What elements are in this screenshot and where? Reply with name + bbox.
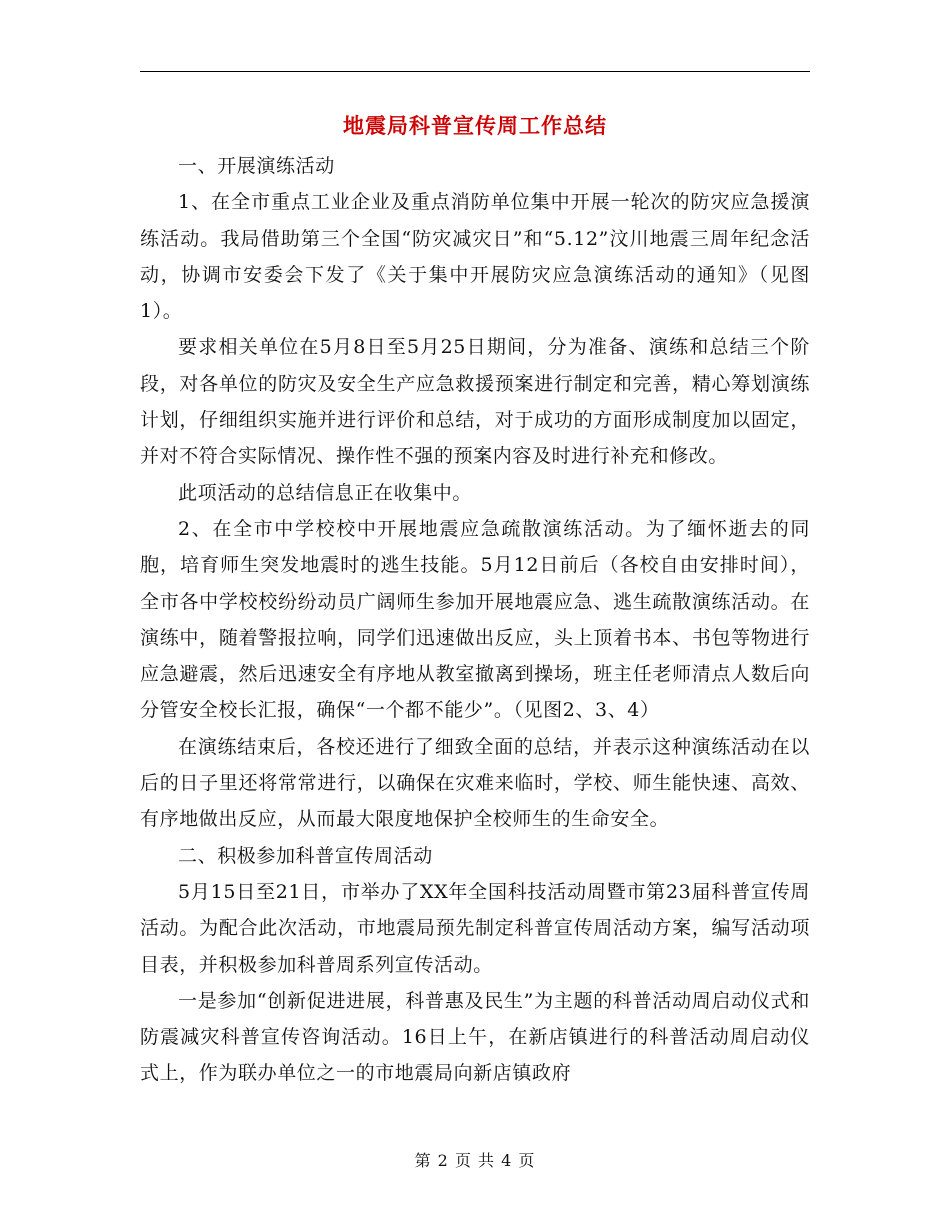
section-heading-drills: 一、开展演练活动 [178,155,335,177]
paragraph-summary-collecting: 此项活动的总结信息正在收集中。 [178,481,473,504]
header-rule [140,71,810,72]
section-heading-science-week: 二、积极参加科普宣传周活动 [178,844,433,867]
paragraph-after-drills: 在演练结束后，各校还进行了细致全面的总结，并表示这种演练活动在以后的日子里还将常常进行，以确保在灾难来临时，学校、师生能快速、高效、有序地做出反应，从而最大限度地保护全校师生的生命安全。 [140,735,810,831]
document-title: 地震局科普宣传周工作总结 [343,113,607,138]
page-number: 第 2 页 共 4 页 [414,1151,536,1170]
document-body [140,148,810,1092]
paragraph-launch-ceremony: 一是参加“创新促进进展，科普惠及民生”为主题的科普活动周启动仪式和防震减灾科普宣传咨询活动。16日上午，在新店镇进行的科普活动周启动仪式上，作为联办单位之一的市地震局向新店镇政府 [140,989,810,1085]
paragraph-enterprise-drills: 1、在全市重点工业企业及重点消防单位集中开展一轮次的防灾应急援演练活动。我局借助第三个全国“防灾减灾日”和“5.12”汶川地震三周年纪念活动，协调市安委会下发了《关于集中开展防灾应急演练活动的通知》（见图1）。 [140,191,810,323]
paragraph-science-week: 5月15日至21日，市举办了XX年全国科技活动周暨市第23届科普宣传周活动。为配合此次活动，市地震局预先制定科普宣传周活动方案，编写活动项目表，并积极参加科普周系列宣传活动。 [140,880,810,976]
paragraph-school-drills: 2、在全市中学校校中开展地震应急疏散演练活动。为了缅怀逝去的同胞，培育师生突发地震时的逃生技能。5月12日前后（各校自由安排时间），全市各中学校校纷纷动员广阔师生参加开展地震应急、逃生疏散演练活动。在演练中，随着警报拉响，同学们迅速做出反应，头上顶着书本、书包等物进行应急避震，然后迅速安全有序地从教室撤离到操场，班主任老师清点人数后向分管安全校长汇报，确保“一个都不能少”。（见图2、3、4） [140,517,810,722]
paragraph-requirements: 要求相关单位在5月8日至5月25日期间，分为准备、演练和总结三个阶段，对各单位的防灾及安全生产应急救援预案进行制定和完善，精心筹划演练计划，仔细组织实施并进行评价和总结，对于成功的方面形成制度加以固定，并对不符合实际情况、操作性不强的预案内容及时进行补充和修改。 [140,336,810,468]
